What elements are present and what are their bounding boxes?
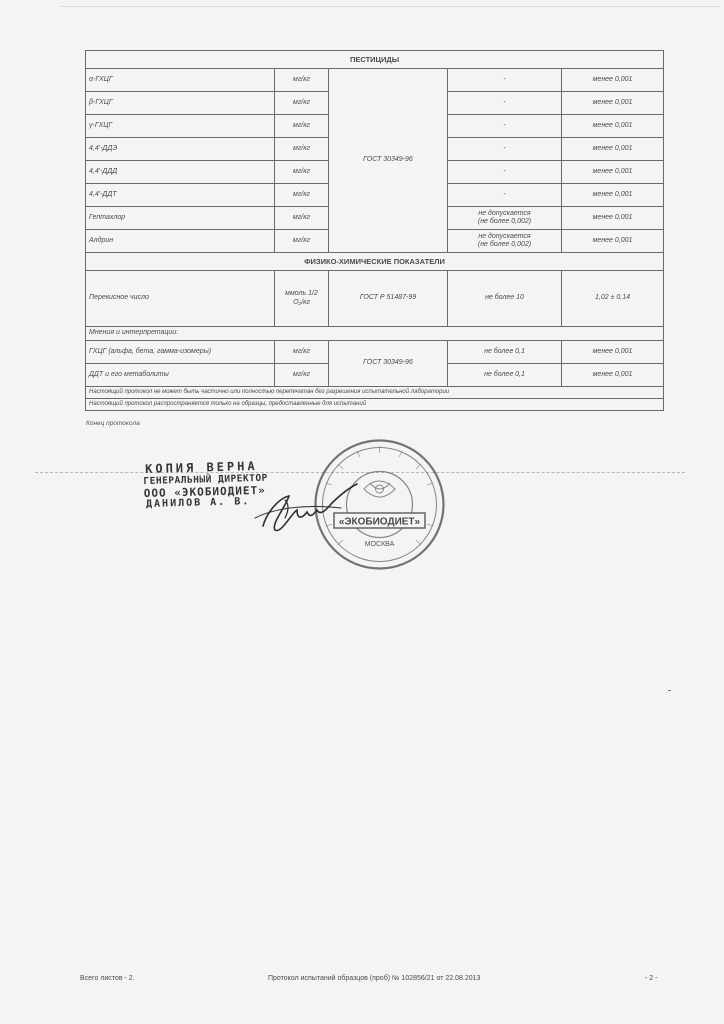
opinions-header: Мнения и интерпретации:	[86, 327, 664, 341]
norm-cell: не более 0,1	[448, 364, 562, 387]
indicator-name: ДДТ и его метаболиты	[86, 364, 275, 387]
indicator-name: β-ГХЦГ	[86, 92, 275, 115]
unit-cell: мг/кг	[275, 364, 329, 387]
signature	[245, 478, 365, 548]
seal-city: МОСКВА	[364, 541, 395, 548]
norm-cell: -	[448, 184, 562, 207]
norm-cell: не более 0,1	[448, 341, 562, 364]
indicator-name: Перекисное число	[86, 271, 275, 327]
footer-total-sheets: Всего листов - 2.	[80, 975, 135, 982]
result-cell: менее 0,001	[562, 364, 664, 387]
section-physchem-title: ФИЗИКО-ХИМИЧЕСКИЕ ПОКАЗАТЕЛИ	[86, 253, 664, 271]
copy-stamp-line: ГЕНЕРАЛЬНЫЙ ДИРЕКТОР	[143, 472, 268, 487]
indicator-name: 4,4'-ДДЭ	[86, 138, 275, 161]
method-cell: ГОСТ 30349-96	[329, 341, 448, 387]
footer-page-number: - 2 -	[645, 975, 658, 982]
footnote: Настоящий протокол не может быть частично или полностью перепечатан без разрешения испытательной лаборатории	[86, 387, 664, 399]
result-cell: менее 0,001	[562, 341, 664, 364]
results-table	[85, 50, 664, 411]
result-cell: менее 0,001	[562, 161, 664, 184]
indicator-name: 4,4'-ДДТ	[86, 184, 275, 207]
norm-cell: -	[448, 69, 562, 92]
copy-stamp-line: КОПИЯ ВЕРНА	[144, 459, 258, 476]
result-cell: менее 0,001	[562, 230, 664, 253]
unit-cell: мг/кг	[275, 115, 329, 138]
norm-cell: не допускается (не более 0,002)	[448, 230, 562, 253]
unit-cell: мг/кг	[275, 161, 329, 184]
norm-cell: -	[448, 115, 562, 138]
norm-cell: -	[448, 92, 562, 115]
unit-cell: мг/кг	[275, 92, 329, 115]
section-pesticides-title: ПЕСТИЦИДЫ	[86, 51, 664, 69]
unit-sub: О₂/кг	[293, 298, 310, 306]
indicator-name: 4,4'-ДДД	[86, 161, 275, 184]
result-cell: менее 0,001	[562, 115, 664, 138]
result-cell: менее 0,001	[562, 69, 664, 92]
result-cell: менее 0,001	[562, 92, 664, 115]
copy-stamp-line: ООО «ЭКОБИОДИЕТ»	[143, 483, 266, 500]
unit-cell: мг/кг	[275, 341, 329, 364]
result-cell: менее 0,001	[562, 184, 664, 207]
norm-cell: -	[448, 138, 562, 161]
result-cell: менее 0,001	[562, 138, 664, 161]
end-of-protocol-note: Конец протокола	[86, 420, 140, 427]
table-row	[86, 69, 664, 92]
norm-cell: -	[448, 161, 562, 184]
unit-cell: мг/кг	[275, 207, 329, 230]
indicator-name: ГХЦГ (альфа, бета, гамма-изомеры)	[86, 341, 275, 364]
unit-cell: мг/кг	[275, 184, 329, 207]
scan-mark	[668, 690, 671, 691]
copy-stamp-line: ДАНИЛОВ А. В.	[145, 495, 251, 510]
seal-center-text: «ЭКОБИОДИЕТ»	[338, 516, 421, 528]
unit-cell	[275, 271, 329, 327]
indicator-name: α-ГХЦГ	[86, 69, 275, 92]
method-cell: ГОСТ Р 51487-99	[329, 271, 448, 327]
unit-cell: мг/кг	[275, 230, 329, 253]
footnote: Настоящий протокол распространяется только на образцы, предоставленные для испытаний	[86, 399, 664, 411]
norm-cell: не более 10	[448, 271, 562, 327]
result-cell: 1,02 ± 0,14	[562, 271, 664, 327]
table-row	[86, 271, 664, 327]
unit-cell: мг/кг	[275, 138, 329, 161]
indicator-name: Гептахлор	[86, 207, 275, 230]
indicator-name: Алдрин	[86, 230, 275, 253]
indicator-name: γ-ГХЦГ	[86, 115, 275, 138]
norm-cell: не допускается (не более 0,002)	[448, 207, 562, 230]
table-row	[86, 341, 664, 364]
result-cell: менее 0,001	[562, 207, 664, 230]
footer-protocol-title: Протокол испытаний образцов (проб) № 102856/21 от 22.08.2013	[268, 975, 481, 982]
method-cell: ГОСТ 30349-96	[329, 69, 448, 253]
unit-main: ммоль 1/2	[285, 290, 318, 298]
unit-cell: мг/кг	[275, 69, 329, 92]
scan-edge-line	[60, 6, 720, 7]
